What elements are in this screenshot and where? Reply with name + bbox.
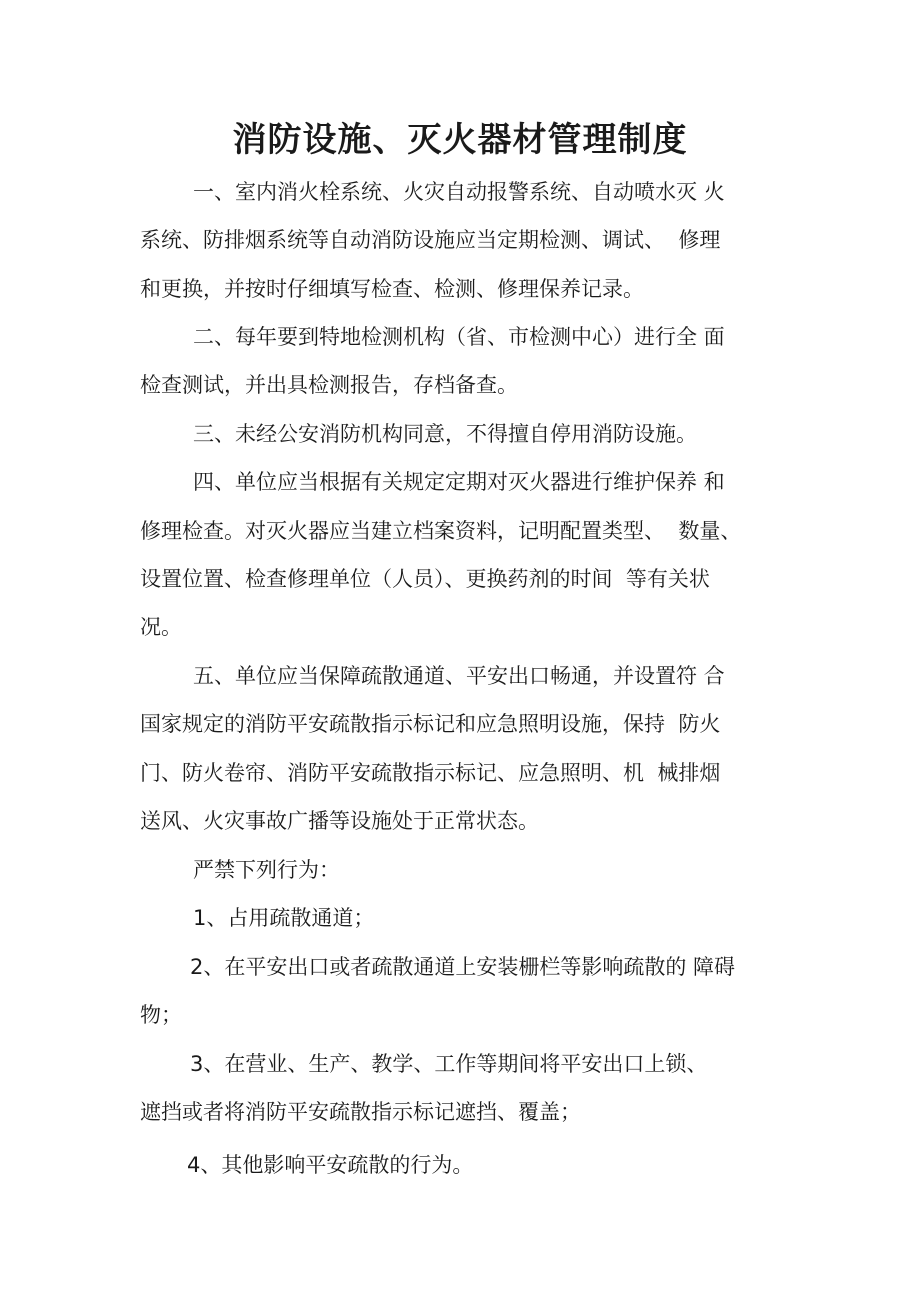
- text-line: 三、未经公安消防机构同意，不得擅自停用消防设施。: [193, 422, 697, 446]
- text-line: 二、每年要到特地检测机构（省、市检测中心）进行全 面: [193, 325, 725, 349]
- text-line: 况。: [140, 615, 182, 639]
- document-title: 消防设施、灭火器材管理制度: [232, 120, 688, 160]
- text-line: 门、防火卷帘、消防平安疏散指示标记、应急照明、机 械排烟: [140, 761, 721, 785]
- text-line: 检查测试，并出具检测报告，存档备查。: [140, 373, 518, 397]
- text-line: 遮挡或者将消防平安疏散指示标记遮挡、覆盖；: [140, 1100, 581, 1124]
- text-line: 修理检查。对灭火器应当建立档案资料，记明配置类型、 数量、: [140, 519, 742, 543]
- text-line: 送风、火灾事故广播等设施处于正常状态。: [140, 809, 539, 833]
- text-line: 4、其他影响平安疏散的行为。: [187, 1153, 474, 1177]
- text-line: 设置位置、检查修理单位（人员）、更换药剂的时间 等有关状: [140, 567, 710, 591]
- text-line: 四、单位应当根据有关规定定期对灭火器进行维护保养 和: [193, 470, 725, 494]
- text-line: 1、占用疏散通道；: [193, 906, 375, 930]
- text-line: 3、在营业、生产、教学、工作等期间将平安出口上锁、: [190, 1052, 708, 1076]
- text-line: 五、单位应当保障疏散通道、平安出口畅通，并设置符 合: [193, 664, 725, 688]
- text-line: 一、室内消火栓系统、火灾自动报警系统、自动喷水灭 火: [193, 180, 725, 204]
- text-line: 严禁下列行为：: [193, 858, 340, 882]
- text-line: 国家规定的消防平安疏散指示标记和应急照明设施，保持 防火: [140, 712, 721, 736]
- text-line: 2、在平安出口或者疏散通道上安装栅栏等影响疏散的 障碍: [190, 955, 736, 979]
- text-line: 和更换，并按时仔细填写检查、检测、修理保养记录。: [140, 277, 644, 301]
- text-line: 物；: [140, 1003, 182, 1027]
- text-line: 系统、防排烟系统等自动消防设施应当定期检测、调试、 修理: [140, 228, 721, 252]
